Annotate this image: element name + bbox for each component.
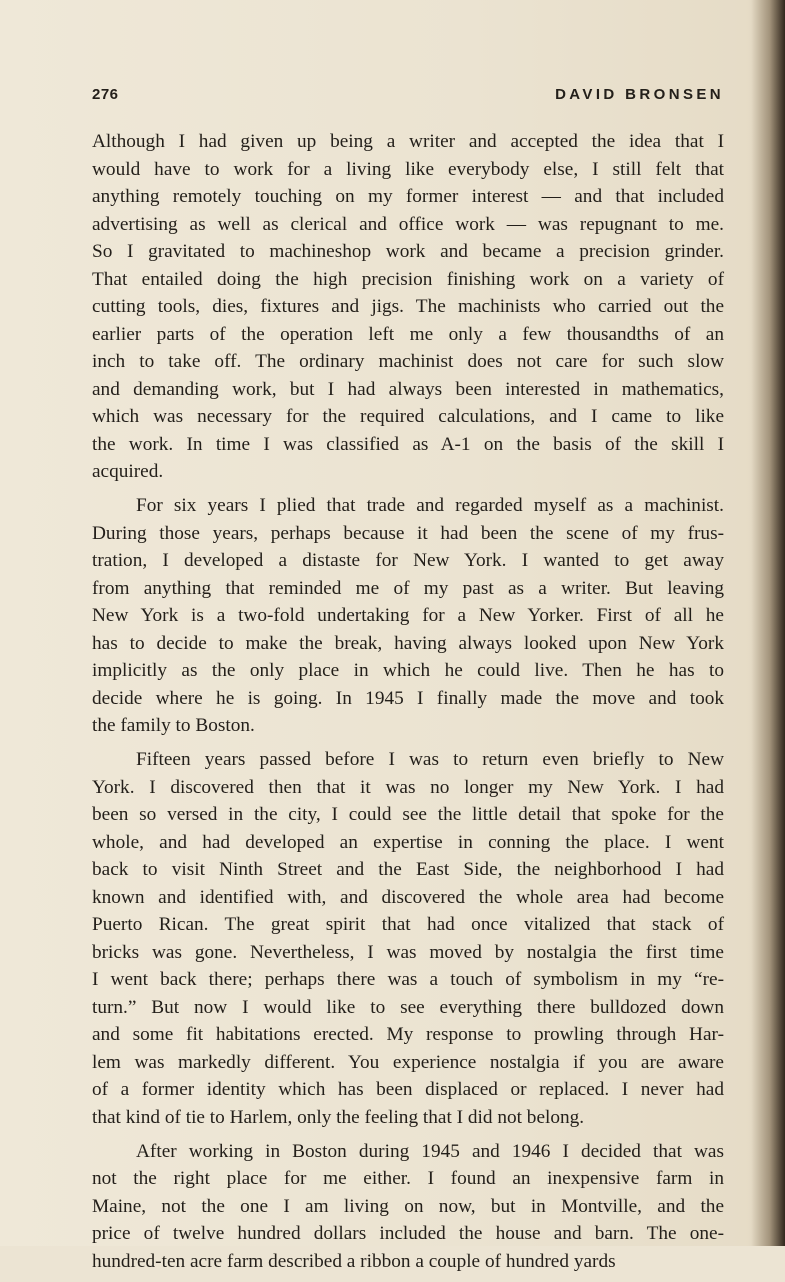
text-line: not the right place for me either. I found an inexpensive farm in <box>92 1168 724 1189</box>
text-line: known and identified with, and discovered the whole area had become <box>92 886 724 908</box>
page-number: 276 <box>92 86 119 103</box>
text-line: For six years I plied that trade and regarded myself as a machinist. <box>136 495 724 516</box>
text-line: York. I discovered then that it was no longer my New York. I had <box>92 776 724 798</box>
text-line: back to visit Ninth Street and the East Side, the neighborhood I had <box>92 859 724 880</box>
text-line: So I gravitated to machineshop work and became a precision grinder. <box>92 241 724 262</box>
text-line: anything remotely touching on my former interest — and that included <box>92 186 724 207</box>
text-line: Puerto Rican. The great spirit that had once vitalized that stack of <box>92 914 724 935</box>
text-line: bricks was gone. Nevertheless, I was moved by nostalgia the first time <box>92 941 724 963</box>
text-line: the work. In time I was classified as A-1 on the basis of the skill I <box>92 433 724 455</box>
text-line: hundred-ten acre farm described a ribbon a couple of hundred yards <box>92 1250 616 1272</box>
text-line: whole, and had developed an expertise in conning the place. I went <box>92 831 724 853</box>
text-line: that kind of tie to Harlem, only the feeling that I did not belong. <box>92 1106 585 1128</box>
text-line: cutting tools, dies, fixtures and jigs. The machinists who carried out the <box>92 296 724 317</box>
text-line: inch to take off. The ordinary machinist does not care for such slow <box>92 351 724 372</box>
text-line: acquired. <box>92 461 164 482</box>
text-line: price of twelve hundred dollars included the house and barn. The one- <box>92 1223 724 1244</box>
paragraph <box>92 1138 724 1276</box>
text-line: and demanding work, but I had always been interested in mathematics, <box>92 378 724 400</box>
text-line: decide where he is going. In 1945 I finally made the move and took <box>92 687 724 709</box>
paragraph <box>92 746 724 1131</box>
text-line: During those years, perhaps because it had been the scene of my frus- <box>92 522 724 544</box>
text-line: would have to work for a living like everybody else, I still felt that <box>92 158 724 180</box>
text-line: Maine, not the one I am living on now, but in Montville, and the <box>92 1195 724 1217</box>
text-line: Although I had given up being a writer and accepted the idea that I <box>92 131 724 152</box>
page-header <box>92 86 724 110</box>
text-line: lem was markedly different. You experience nostalgia if you are aware <box>92 1051 724 1073</box>
text-line: implicitly as the only place in which he could live. Then he has to <box>92 660 724 681</box>
body-text <box>92 128 724 1282</box>
text-line: has to decide to make the break, having always looked upon New York <box>92 632 724 654</box>
text-line: Fifteen years passed before I was to return even briefly to New <box>136 749 724 770</box>
paragraph <box>92 492 724 740</box>
text-line: advertising as well as clerical and office work — was repugnant to me. <box>92 213 724 235</box>
text-line: which was necessary for the required calculations, and I came to like <box>92 406 724 427</box>
text-line: been so versed in the city, I could see the little detail that spoke for the <box>92 804 724 825</box>
text-line: New York is a two-fold undertaking for a New Yorker. First of all he <box>92 605 724 626</box>
text-line: from anything that reminded me of my past as a writer. But leaving <box>92 577 724 599</box>
text-line: turn.” But now I would like to see everything there bulldozed down <box>92 996 724 1018</box>
text-line: I went back there; perhaps there was a touch of symbolism in my “re- <box>92 969 724 990</box>
text-line: and some fit habitations erected. My response to prowling through Har- <box>92 1024 724 1045</box>
text-line: After working in Boston during 1945 and 1946 I decided that was <box>136 1140 724 1162</box>
text-line: That entailed doing the high precision finishing work on a variety of <box>92 268 724 290</box>
page-binding-shadow <box>751 0 785 1246</box>
text-line: tration, I developed a distaste for New York. I wanted to get away <box>92 550 724 571</box>
running-head: DAVID BRONSEN <box>555 86 724 103</box>
text-line: of a former identity which has been displaced or replaced. I never had <box>92 1079 724 1100</box>
text-line: the family to Boston. <box>92 715 255 736</box>
text-line: earlier parts of the operation left me only a few thousandths of an <box>92 323 724 345</box>
paragraph <box>92 128 724 486</box>
